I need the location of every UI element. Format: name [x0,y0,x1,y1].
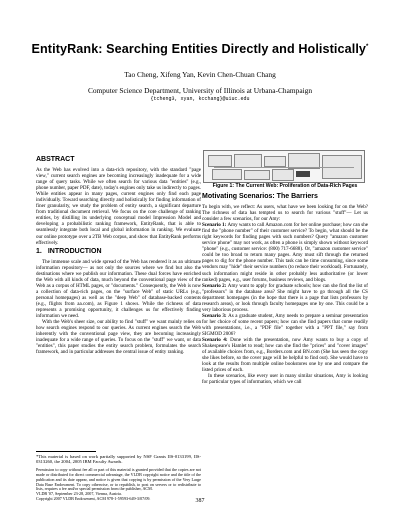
intro-paragraph-2: With the Web's sheer size, our ability to find "stuff" we want mainly relies on how search engines respond to our queries. As current engines search the Web inherently with the conventional page view, they are becoming increasingly inadequate for a wide range of queries. To focus on the "stuff" we want, or data "entities", this paper studies the entity search problem, formulates the search framework, and in particular addresses the central issue of entity ranking. [36,319,201,356]
figure-logo-mark [296,171,310,177]
footnote-rule [36,451,96,452]
scenario-3-text: As a graduate student, Amy needs to prepare a seminar presentation for her choice of some recent papers; how can she find papers that come readily with presentations, i.e., a "PDF file" together with a "PPT file," say from SIGMOD 2006? [202,312,368,337]
scenario-1-label: Scenario 1: [202,222,228,229]
scenario-2-text: Amy want to apply for graduate schools; how can she find the list of "professors" in the database area? She might have to go through all the CS department homepages (in the hope that there is a page that lists professors by research areas), or look through faculty homepages one by one. This could be a very laborious process. [202,282,368,313]
scenario-1-text: Amy wants to call Amazon.com for her online purchase; how can she find the "phone number" of their customer service? To begin, what should be the right keywords for finding pages with such numbers? Query "amazon customer service phone" may not work, as often a phone is simply shown without keyword "phone" (e.g., customer service: (800) 717-6688). Or, "amazon customer service" could be too broad to return many pages. Amy must sift through the returned pages to dig for the phone number. This task can be time consuming, since some vendors may "hide" their service numbers (to reduce their workload). Fortunately, such information might reside in other probably less authoritative (or lower ranked) pages, e.g., user forums, business reviews, and blogs. [202,222,369,283]
scenario-4-text: Done with the presentation, now Amy wants to buy a copy of Shakespeare's Hamlet to read; how can she find the "prices" and "cover images" of available choices from, e.g., Borders.com and BN.com (She has seen the copy she likes before, so the cover page will be helpful to find out). She would have to look at the results from multiple online bookstores one by one and compare the listed prices of each. [202,337,368,374]
permission-notice: Permission to copy without fee all or part of this material is granted provided that the copies are not made or distributed for direct commercial advantage, the VLDB copyright notice and the title of the publication and its date appear, and notice is given that copying is by permission of the Very Large Data Base Endowment. To copy otherwise, or to republish, to post on servers or to redistribute to lists, requires a fee and/or special permission from the publisher, ACM. [36,466,201,492]
scenario-2 [202,283,368,313]
abstract-heading: ABSTRACT [36,156,75,163]
figure-web-page-thumb [234,154,262,168]
scenario-3-label: Scenario 3: [202,312,229,319]
motivating-heading: Motivating Scenarios: The Barriers [202,193,318,200]
figure-web-page-thumb [208,155,232,167]
figure-web-page-thumb [272,169,294,181]
scenario-4-label: Scenario 4: [202,337,231,344]
title-text: EntityRank: Searching Entities Directly and Holistically [31,42,367,56]
left-column [36,156,201,355]
intro-number: 1. [36,247,42,255]
page-number: 387 [195,498,205,504]
intro-heading [36,248,201,256]
scenario-2-label: Scenario 2: [202,282,228,289]
scenario-1 [202,222,368,282]
abstract-text: As the Web has evolved into a data-rich repository, with the standard "page view," current search engines are becoming increasingly inadequate for a wide range of query tasks. While we often search for various data "entities" (e.g., phone number, paper PDF, date), today's engines only take us indirectly to pages. While entities appear in many pages, current engines only find each page individually. Toward searching directly and holistically for finding information of finer granularity, we study the problem of entity search, a significant departure from traditional document retrieval. We focus on the core challenge of ranking entities, by distilling its underlying conceptual model Impression Model and developing a probabilistic ranking framework, EntityRank, that is able to seamlessly integrate both local and global information in ranking. We evaluate our online prototype over a 2TB Web corpus, and show that EntityRank performs effectively. [36,167,201,246]
copyright-line: Copyright 2007 VLDB Endowment, ACM 978-1-59593-649-3/07/09. [36,496,151,502]
figure-web-page-thumb [244,170,270,180]
intro-title: INTRODUCTION [47,247,102,255]
footnote-block [36,448,201,502]
figure-divider [214,167,354,168]
right-column [202,193,368,385]
funding-footnote: *This material is based on work partially supported by NSF Grants IIS-0133199, IIS-0313260, the 2004, 2005 IBM Faculty Awards. [36,454,201,465]
conference-line: VLDB '07, September 23-28, 2007, Vienna, Austria. [36,491,122,497]
figure-1-caption: Figure 1: The Current Web: Proliferation of Data-Rich Pages [212,183,358,189]
scenario-4 [202,337,368,373]
scenario-3 [202,313,368,337]
paper-title [0,42,400,56]
intro-paragraph-1: The immense scale and wide spread of the Web has rendered it as an ultimate information repository— as not only the sources where we find but also the destinations where we publish our information. These dual forces have enriched the Web with all kinds of data, much beyond the conventional page view of the Web as a corpus of HTML pages, or "documents." Consequently, the Web is now a collection of data-rich pages, on the "surface Web" of static URLs (e.g., personal homepages) as well as the "deep Web" of database-backed contents (e.g., flights from aa.com), as Figure 1 shows. While the richness of data represents a promising opportunity, it challenges us for effectively finding information we need. [36,258,201,320]
author-email: {tcheng3, xyan, kcchang}@uiuc.edu [150,96,250,102]
motivating-closing: In these scenarios, like every user in many similar situations, Amy is looking for particular types of information, which we call [202,373,368,386]
author-list: Tao Cheng, Xifeng Yan, Kevin Chen-Chuan Chang [124,70,276,79]
figure-web-page-thumb [264,156,286,167]
title-footnote-mark: * [366,43,369,50]
figure-web-page-thumb [212,169,242,180]
figure-1-image [203,150,365,183]
motivating-intro: To begin with, we reflect: As users, what have we been looking for on the Web? The richness of data has tempted us to search for various "stuff"— Let us consider a few scenarios, for our Amy: [202,204,368,223]
affiliation: Computer Science Department, University of Illinois at Urbana-Champaign [87,86,313,95]
